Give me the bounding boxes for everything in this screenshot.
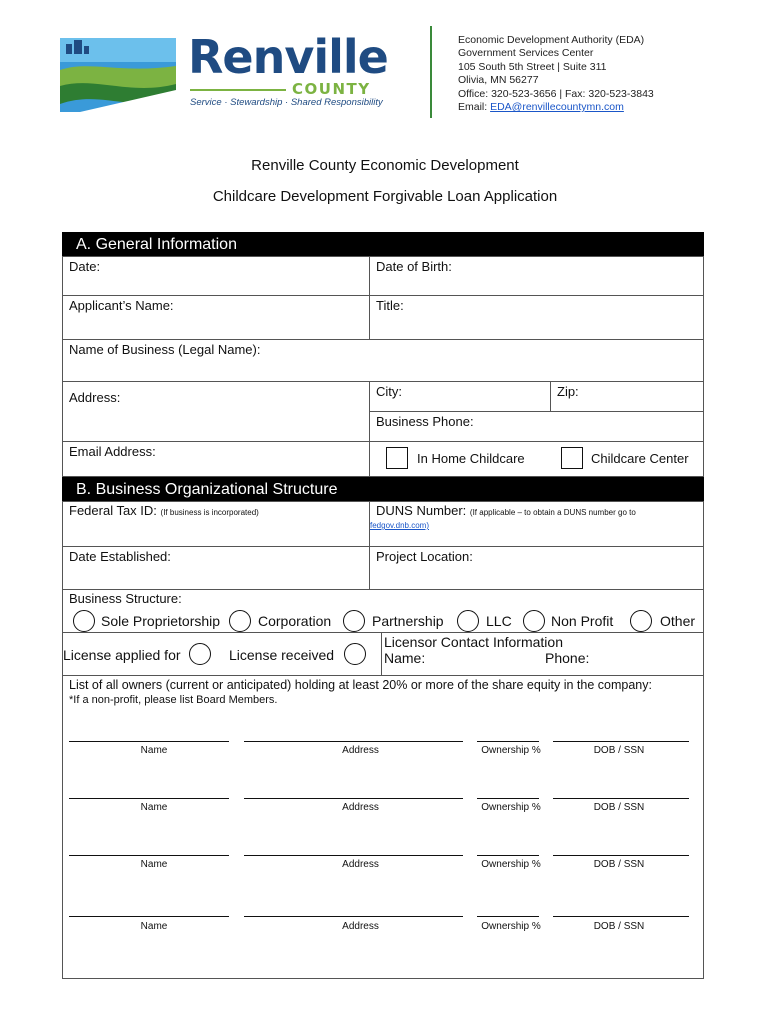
zip-field[interactable] (550, 381, 704, 412)
established-field[interactable] (62, 546, 370, 590)
contact-line-5: Office: 320-523-3656 | Fax: 320-523-3843 (458, 87, 654, 100)
owner-4-name-caption: Name (140, 921, 168, 932)
title-field[interactable] (369, 295, 704, 340)
other-label: Other (660, 613, 696, 629)
applicant-field[interactable] (62, 295, 370, 340)
business-name-field[interactable] (62, 339, 704, 382)
header-divider (430, 26, 432, 118)
in-home-label: In Home Childcare (417, 451, 525, 466)
in-home-checkbox[interactable] (386, 447, 408, 469)
licensor-cell (381, 632, 704, 676)
owners-instructions: List of all owners (current or anticipated) holding at least 20% or more of the share equity in the company: (69, 678, 652, 692)
llc-label: LLC (486, 613, 512, 629)
owner-3-name-caption: Name (140, 859, 168, 870)
owner-2-address-caption: Address (342, 802, 379, 813)
business-phone-field[interactable] (369, 411, 704, 442)
structure-label: Business Structure: (69, 591, 182, 606)
contact-line-2: Government Services Center (458, 47, 594, 60)
license-received-label: License received (229, 647, 335, 663)
fed-tax-text: Federal Tax ID: (69, 503, 157, 518)
owner-3-ownership-caption: Ownership % (481, 859, 541, 870)
owner-4-address-caption: Address (342, 921, 379, 932)
duns-text: DUNS Number: (376, 503, 467, 518)
owner-3-ownership-line[interactable] (477, 855, 539, 856)
owner-3-dob-caption: DOB / SSN (593, 859, 645, 870)
owner-3-dob-line[interactable] (553, 855, 689, 856)
owner-4-name-line[interactable] (69, 916, 229, 917)
owner-2-dob-line[interactable] (553, 798, 689, 799)
duns-link[interactable]: fedgov.dnb.com) (370, 521, 429, 530)
business-name-label: Name of Business (Legal Name): (69, 342, 261, 357)
partnership-radio[interactable] (343, 610, 365, 632)
county-logo (60, 30, 390, 120)
owner-2-name-caption: Name (140, 802, 168, 813)
fed-tax-field[interactable] (62, 501, 370, 547)
owner-1-dob-line[interactable] (553, 741, 689, 742)
section-a-heading: A. General Information (62, 232, 704, 256)
owner-4-dob-line[interactable] (553, 916, 689, 917)
non-profit-radio[interactable] (523, 610, 545, 632)
duns-label (376, 503, 636, 518)
license-applied-label: License applied for (63, 647, 181, 663)
duns-note: (If applicable – to obtain a DUNS number go to (469, 508, 636, 517)
date-label: Date: (69, 259, 101, 274)
corporation-radio[interactable] (229, 610, 251, 632)
corporation-label: Corporation (258, 613, 332, 629)
partnership-label: Partnership (372, 613, 444, 629)
form-title-1: Renville County Economic Development (251, 157, 519, 174)
owner-1-ownership-caption: Ownership % (481, 745, 541, 756)
non-profit-label: Non Profit (551, 613, 614, 629)
city-label: City: (376, 384, 402, 399)
fed-tax-note: (If business is incorporated) (160, 508, 259, 517)
owner-2-ownership-line[interactable] (477, 798, 539, 799)
childcare-type-cell (369, 441, 704, 477)
logo-rule (190, 89, 286, 91)
date-field[interactable] (62, 256, 370, 296)
owners-note: *If a non-profit, please list Board Members. (69, 694, 278, 706)
owner-3-address-line[interactable] (244, 855, 463, 856)
project-location-label: Project Location: (376, 549, 473, 564)
owner-4-dob-caption: DOB / SSN (593, 921, 645, 932)
center-checkbox[interactable] (561, 447, 583, 469)
logo-name: Renville (188, 30, 388, 84)
license-applied-radio[interactable] (189, 643, 211, 665)
duns-field[interactable] (369, 501, 704, 547)
owner-4-ownership-line[interactable] (477, 916, 539, 917)
email-address-label: Email Address: (69, 444, 156, 459)
owner-2-dob-caption: DOB / SSN (593, 802, 645, 813)
sole-prop-radio[interactable] (73, 610, 95, 632)
other-radio[interactable] (630, 610, 652, 632)
owner-1-ownership-line[interactable] (477, 741, 539, 742)
county-logo-graphic (60, 30, 180, 120)
center-label: Childcare Center (591, 451, 689, 466)
applicant-label: Applicant’s Name: (69, 298, 174, 313)
licensor-name-label[interactable]: Name: (384, 650, 426, 666)
owner-1-name-caption: Name (140, 745, 168, 756)
section-b-heading: B. Business Organizational Structure (62, 477, 704, 501)
business-phone-label: Business Phone: (376, 414, 474, 429)
owner-4-address-line[interactable] (244, 916, 463, 917)
email-label: Email: (458, 101, 491, 114)
licensor-heading: Licensor Contact Information (384, 634, 563, 650)
project-location-field[interactable] (369, 546, 704, 590)
owner-2-address-line[interactable] (244, 798, 463, 799)
logo-county: COUNTY (292, 80, 371, 98)
owner-1-address-caption: Address (342, 745, 379, 756)
fed-tax-label (69, 503, 259, 518)
contact-line-4: Olivia, MN 56277 (458, 74, 539, 87)
form-title-2: Childcare Development Forgivable Loan Application (212, 188, 558, 205)
sole-prop-label: Sole Proprietorship (101, 613, 221, 629)
owner-1-dob-caption: DOB / SSN (593, 745, 645, 756)
owner-3-address-caption: Address (342, 859, 379, 870)
contact-line-1: Economic Development Authority (EDA) (458, 34, 645, 46)
licensor-phone-label[interactable]: Phone: (545, 650, 590, 666)
logo-tagline: Service · Stewardship · Shared Responsibility (190, 97, 383, 108)
license-cell (62, 632, 382, 676)
license-received-radio[interactable] (344, 643, 366, 665)
dob-label: Date of Birth: (376, 259, 452, 274)
owner-4-ownership-caption: Ownership % (481, 921, 541, 932)
owners-cell (62, 675, 704, 979)
title-label: Title: (376, 298, 404, 313)
dob-field[interactable] (369, 256, 704, 296)
email-field[interactable] (62, 441, 370, 477)
structure-cell (62, 589, 704, 633)
owner-1-address-line[interactable] (244, 741, 463, 742)
contact-line-3: 105 South 5th Street | Suite 311 (458, 60, 607, 73)
email-link[interactable]: EDA@renvillecountymn.com (490, 101, 624, 114)
zip-label: Zip: (557, 384, 579, 399)
llc-radio[interactable] (457, 610, 479, 632)
established-label: Date Established: (69, 549, 171, 564)
address-field[interactable] (62, 381, 370, 442)
owner-3-name-line[interactable] (69, 855, 229, 856)
city-field[interactable] (369, 381, 551, 412)
contact-block (458, 34, 654, 114)
owner-1-name-line[interactable] (69, 741, 229, 742)
contact-line-6 (458, 101, 654, 114)
owner-2-name-line[interactable] (69, 798, 229, 799)
owner-2-ownership-caption: Ownership % (481, 802, 541, 813)
address-label: Address: (69, 390, 121, 405)
